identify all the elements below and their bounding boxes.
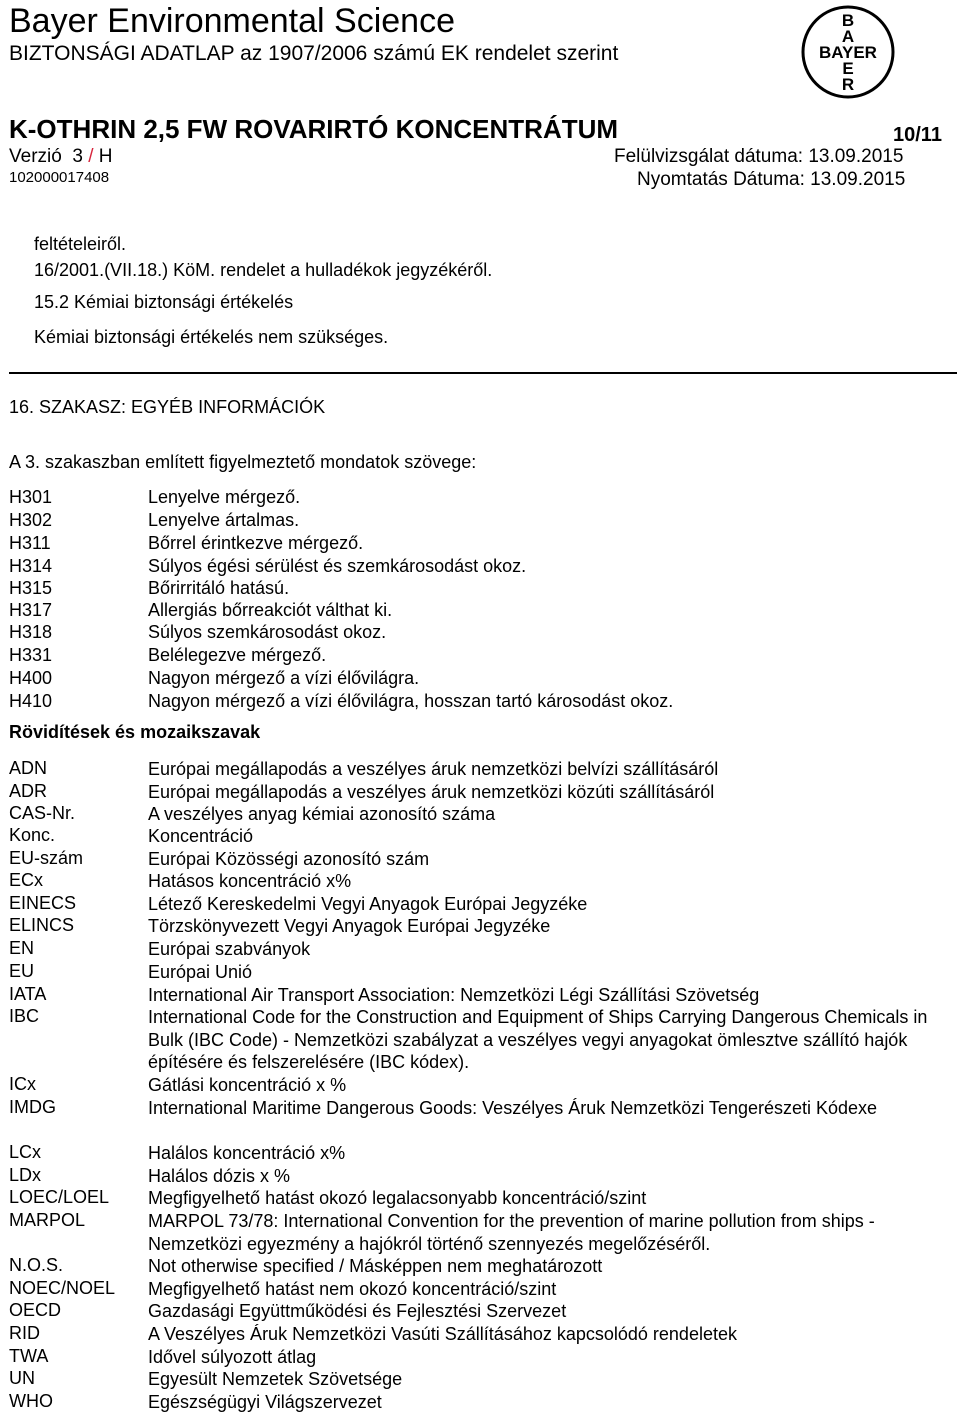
svg-text:R: R: [841, 75, 855, 94]
abbreviation-definition: Európai Unió: [148, 962, 253, 982]
bayer-logo-icon: [800, 4, 896, 100]
h-statements-heading: A 3. szakaszban említett figyelmeztető mondatok szövege:: [9, 452, 477, 472]
abbreviation-code: ICx: [9, 1074, 36, 1094]
abbreviation-definition: MARPOL 73/78: International Convention for the prevention of marine pollution from ships - Nemzetközi egyezmény a hajókról történő szennyezés megelőzéséről.: [148, 1211, 875, 1254]
abbreviation-definition: Európai megállapodás a veszélyes áruk nemzetközi belvízi szállításáról: [148, 759, 719, 779]
abbreviation-definition: Gazdasági Együttműködési és Fejlesztési Szervezet: [148, 1301, 567, 1321]
version-label: Verzió: [9, 146, 62, 167]
abbreviation-definition: Megfigyelhető hatást okozó legalacsonyabb koncentráció/szint: [148, 1188, 647, 1208]
abbreviation-code: ELINCS: [9, 915, 75, 935]
h-statement-code: H400: [9, 668, 53, 688]
abbreviation-definition: Egyesült Nemzetek Szövetsége: [148, 1369, 403, 1389]
abbreviation-code: IBC: [9, 1006, 40, 1026]
abbreviation-code: EU: [9, 961, 35, 981]
abbreviation-definition: Európai Közösségi azonosító szám: [148, 849, 430, 869]
svg-text:E: E: [842, 59, 854, 78]
print-date: Nyomtatás Dátuma: 13.09.2015: [637, 169, 906, 190]
abbreviation-code: MARPOL: [9, 1210, 86, 1230]
abbreviation-code: TWA: [9, 1346, 49, 1366]
sds-title: BIZTONSÁGI ADATLAP az 1907/2006 számú EK rendelet szerint: [9, 42, 619, 65]
subsection-text: Kémiai biztonsági értékelés nem szükséges.: [34, 327, 389, 347]
abbreviation-code: ADN: [9, 758, 48, 778]
h-statement-text: Allergiás bőrreakciót válthat ki.: [148, 600, 393, 620]
abbreviation-code: IATA: [9, 984, 47, 1004]
version-slash: /: [88, 146, 94, 167]
abbreviation-code: ADR: [9, 781, 48, 801]
abbreviation-code: EN: [9, 938, 35, 958]
abbreviation-code: OECD: [9, 1300, 62, 1320]
h-statement-text: Súlyos égési sérülést és szemkárosodást okoz.: [148, 556, 527, 576]
subsection-heading: 15.2 Kémiai biztonsági értékelés: [34, 292, 294, 312]
abbreviation-code: ECx: [9, 870, 44, 890]
abbreviation-definition: Halálos koncentráció x%: [148, 1143, 346, 1163]
abbreviation-code: LDx: [9, 1165, 42, 1185]
abbreviation-definition: International Air Transport Association: Nemzetközi Légi Szállítási Szövetség: [148, 985, 760, 1005]
abbreviation-definition: Megfigyelhető hatást nem okozó koncentráció/szint: [148, 1279, 557, 1299]
svg-text:A: A: [841, 27, 855, 46]
h-statement-text: Bőrirritáló hatású.: [148, 578, 290, 598]
abbreviation-definition: International Maritime Dangerous Goods: Veszélyes Áruk Nemzetközi Tengerészeti Kódexe: [148, 1098, 878, 1118]
h-statement-text: Lenyelve mérgező.: [148, 487, 301, 507]
abbreviation-definition: Európai megállapodás a veszélyes áruk nemzetközi közúti szállításáról: [148, 782, 715, 802]
abbreviation-code: EINECS: [9, 893, 77, 913]
h-statement-text: Súlyos szemkárosodást okoz.: [148, 622, 387, 642]
h-statement-text: Nagyon mérgező a vízi élővilágra.: [148, 668, 420, 688]
abbreviation-definition: A veszélyes anyag kémiai azonosító száma: [148, 804, 496, 824]
abbreviation-code: UN: [9, 1368, 35, 1388]
abbreviation-code: N.O.S.: [9, 1255, 64, 1275]
abbreviation-code: Konc.: [9, 825, 56, 845]
h-statement-text: Belélegezve mérgező.: [148, 645, 327, 665]
page-number: 10/11: [893, 124, 942, 146]
h-statement-code: H301: [9, 487, 53, 507]
version-info: [9, 146, 113, 168]
abbreviation-definition: Törzskönyvezett Vegyi Anyagok Európai Jegyzéke: [148, 916, 551, 936]
section-heading: 16. SZAKASZ: EGYÉB INFORMÁCIÓK: [9, 397, 326, 417]
abbreviation-code: LCx: [9, 1142, 42, 1162]
abbreviation-code: WHO: [9, 1391, 53, 1411]
svg-text:B: B: [841, 11, 855, 30]
regulation-line: 16/2001.(VII.18.) KöM. rendelet a hulladékok jegyzékéről.: [34, 260, 493, 280]
h-statement-code: H315: [9, 578, 53, 598]
abbreviation-code: EU-szám: [9, 848, 84, 868]
abbreviation-code: NOEC/NOEL: [9, 1278, 116, 1298]
continuation-line: feltételeiről.: [34, 234, 127, 254]
abbreviation-code: RID: [9, 1323, 40, 1343]
h-statement-code: H410: [9, 691, 53, 711]
h-statement-code: H311: [9, 533, 51, 553]
h-statement-text: Nagyon mérgező a vízi élővilágra, hosszan tartó károsodást okoz.: [148, 691, 674, 711]
section-divider: [9, 372, 957, 374]
h-statement-code: H314: [9, 556, 53, 576]
abbreviation-code: IMDG: [9, 1097, 56, 1117]
abbreviation-definition: Európai szabványok: [148, 939, 311, 959]
abbreviation-definition: Koncentráció: [148, 826, 254, 846]
abbreviation-definition: Létező Kereskedelmi Vegyi Anyagok Európai Jegyzéke: [148, 894, 588, 914]
revision-date: Felülvizsgálat dátuma: 13.09.2015: [614, 146, 904, 167]
h-statement-text: Bőrrel érintkezve mérgező.: [148, 533, 364, 553]
h-statement-code: H331: [9, 645, 53, 665]
h-statement-code: H317: [9, 600, 53, 620]
abbreviation-definition: Not otherwise specified / Másképpen nem meghatározott: [148, 1256, 603, 1276]
abbreviation-definition: Gátlási koncentráció x %: [148, 1075, 347, 1095]
abbreviation-code: CAS-Nr.: [9, 803, 76, 823]
abbreviation-definition: Egészségügyi Világszervezet: [148, 1392, 382, 1412]
version-suffix: H: [98, 146, 113, 167]
h-statement-code: H302: [9, 510, 53, 530]
abbreviation-definition: A Veszélyes Áruk Nemzetközi Vasúti Szállításához kapcsolódó rendeletek: [148, 1324, 737, 1344]
abbreviation-definition: Hatásos koncentráció x%: [148, 871, 352, 891]
material-number: 102000017408: [9, 169, 110, 186]
company-name: Bayer Environmental Science: [9, 2, 456, 40]
abbreviations-heading: Rövidítések és mozaikszavak: [9, 722, 261, 742]
abbreviation-code: LOEC/LOEL: [9, 1187, 110, 1207]
abbreviation-definition: Idővel súlyozott átlag: [148, 1347, 317, 1367]
abbreviation-definition: Halálos dózis x %: [148, 1166, 291, 1186]
svg-text:BAYER: BAYER: [819, 43, 877, 62]
version-value: 3: [72, 146, 83, 167]
h-statement-text: Lenyelve ártalmas.: [148, 510, 300, 530]
h-statement-code: H318: [9, 622, 53, 642]
abbreviation-definition: International Code for the Construction and Equipment of Ships Carrying Dangerous Chemicals in Bulk (IBC Code) - Nemzetközi szabályzat a veszélyes vegyi anyagokat ömlesztve szállító hajók építésére és felszerelésére (IBC kódex).: [148, 1007, 928, 1072]
product-name: K-OTHRIN 2,5 FW ROVARIRTÓ KONCENTRÁTUM: [9, 114, 619, 144]
